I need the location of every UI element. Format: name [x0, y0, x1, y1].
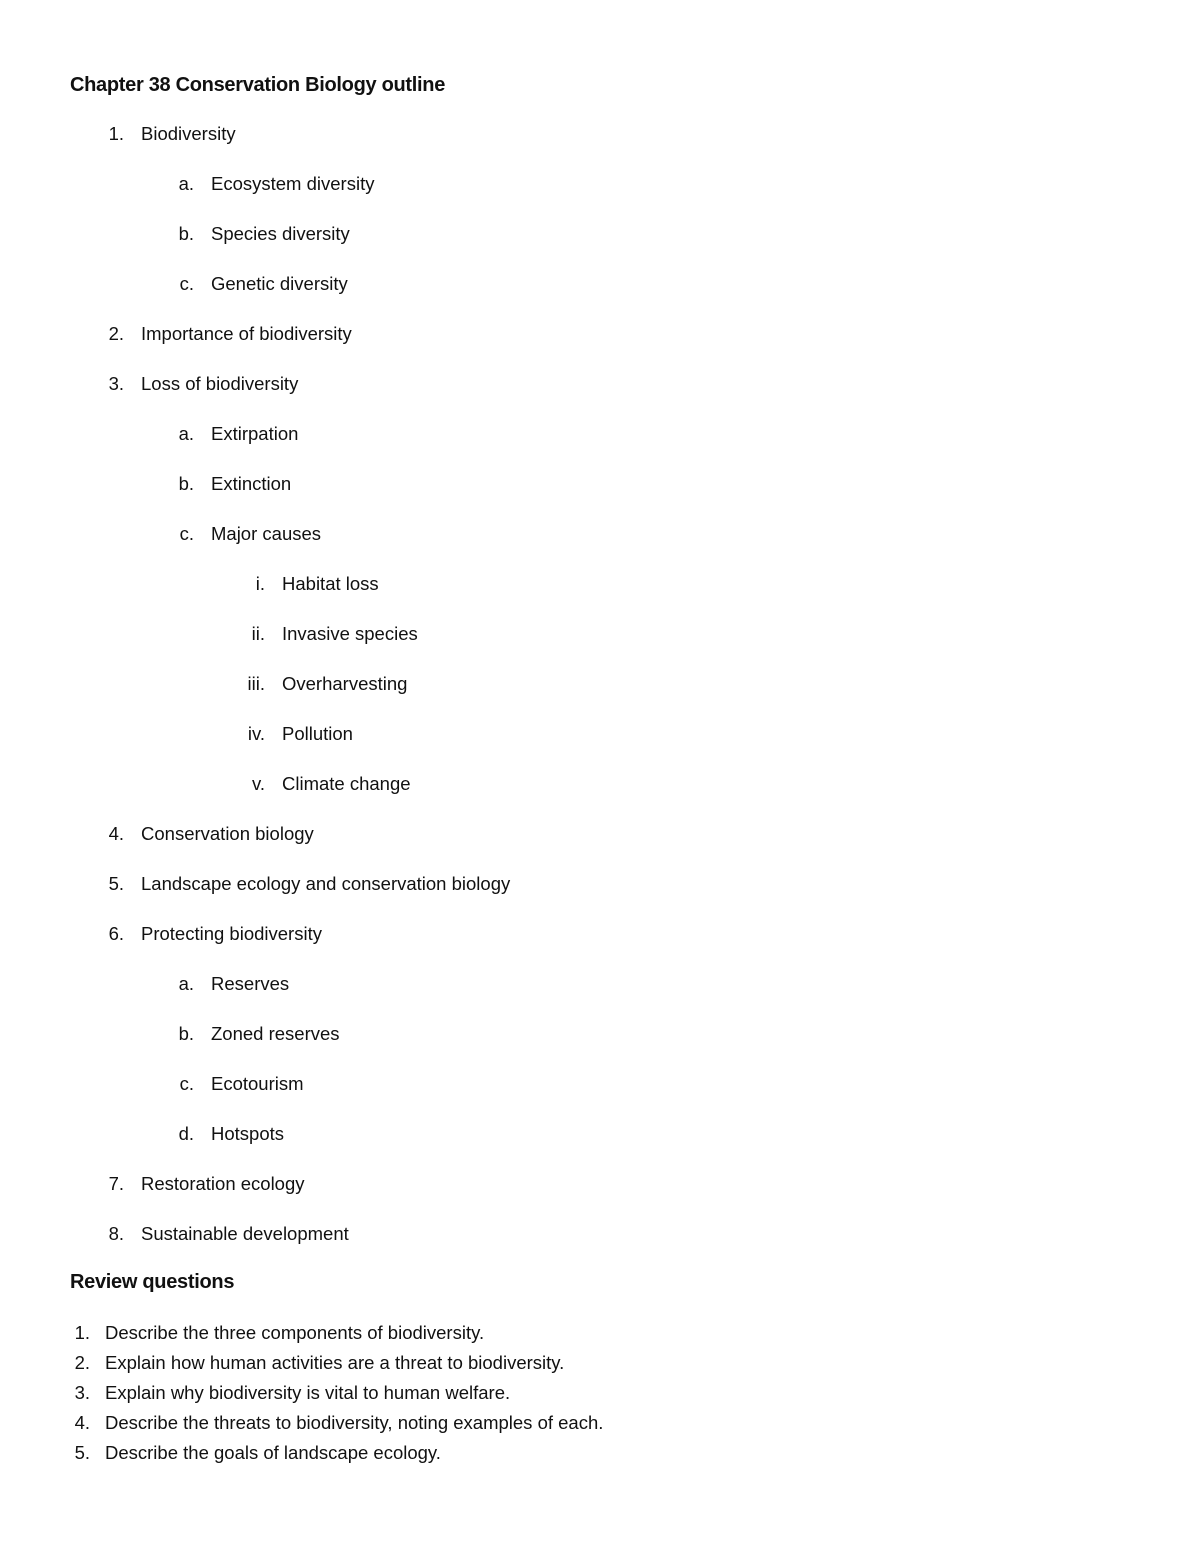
outline-item-marker: 8. [108, 1223, 124, 1244]
outline-item-text: Reserves [211, 973, 290, 994]
review-question-item [0, 1411, 1100, 1435]
outline-item-level-3 [0, 572, 1100, 596]
outline-item-text: Zoned reserves [211, 1023, 340, 1044]
review-question-text: Explain how human activities are a threat to biodiversity. [105, 1352, 565, 1373]
outline-item-marker: iii. [247, 673, 265, 694]
outline-item-level-2 [0, 1122, 1100, 1146]
outline-item-text: Conservation biology [141, 823, 314, 844]
outline-item-text: Invasive species [282, 623, 418, 644]
outline-item-text: Loss of biodiversity [141, 373, 299, 394]
outline-item-level-2 [0, 1022, 1100, 1046]
outline-item-text: Ecosystem diversity [211, 173, 375, 194]
outline-item-marker: c. [179, 523, 194, 544]
review-question-text: Explain why biodiversity is vital to human welfare. [105, 1382, 511, 1403]
outline-item-text: Landscape ecology and conservation biology [141, 873, 511, 894]
outline-item-marker: b. [178, 473, 194, 494]
outline-item-marker: a. [178, 973, 194, 994]
outline-item-marker: 7. [108, 1173, 124, 1194]
review-question-marker: 5. [74, 1442, 90, 1463]
review-question-item [0, 1381, 1100, 1405]
outline-item-level-1 [0, 872, 1100, 896]
outline-item-level-1 [0, 922, 1100, 946]
review-question-item [0, 1441, 1100, 1465]
outline-item-marker: a. [178, 173, 194, 194]
outline-item-level-1 [0, 822, 1100, 846]
outline-item-text: Extirpation [211, 423, 299, 444]
outline-item-level-2 [0, 972, 1100, 996]
outline-item-marker: 1. [108, 123, 124, 144]
outline-item-level-2 [0, 1072, 1100, 1096]
outline-item-marker: b. [178, 223, 194, 244]
outline-item-level-1 [0, 372, 1100, 396]
outline-item-text: Habitat loss [282, 573, 379, 594]
outline-item-level-2 [0, 272, 1100, 296]
review-question-marker: 3. [74, 1382, 90, 1403]
outline-item-text: Ecotourism [211, 1073, 304, 1094]
outline-item-marker: b. [178, 1023, 194, 1044]
outline-item-marker: d. [178, 1123, 194, 1144]
outline-item-marker: c. [179, 273, 194, 294]
outline-item-level-2 [0, 422, 1100, 446]
outline-item-level-1 [0, 1172, 1100, 1196]
outline-item-marker: 4. [108, 823, 124, 844]
outline-item-level-2 [0, 522, 1100, 546]
outline-item-text: Hotspots [211, 1123, 285, 1144]
outline-item-marker: c. [179, 1073, 194, 1094]
outline-item-marker: ii. [251, 623, 265, 644]
outline-item-marker: a. [178, 423, 194, 444]
outline-item-level-3 [0, 722, 1100, 746]
outline-item-text: Protecting biodiversity [141, 923, 322, 944]
review-question-text: Describe the goals of landscape ecology. [105, 1442, 441, 1463]
outline-item-level-2 [0, 222, 1100, 246]
outline-item-marker: i. [255, 573, 265, 594]
outline-item-level-3 [0, 672, 1100, 696]
outline-item-text: Importance of biodiversity [141, 323, 352, 344]
outline-item-text: Restoration ecology [141, 1173, 305, 1194]
review-question-text: Describe the three components of biodiversity. [105, 1322, 485, 1343]
outline-item-text: Climate change [282, 773, 411, 794]
outline-item-level-1 [0, 1222, 1100, 1246]
outline-item-marker: 6. [108, 923, 124, 944]
outline-item-level-2 [0, 472, 1100, 496]
outline-item-marker: iv. [247, 723, 265, 744]
outline-item-text: Major causes [211, 523, 322, 544]
document-title: Chapter 38 Conservation Biology outline [70, 74, 446, 96]
review-question-marker: 2. [74, 1352, 90, 1373]
outline-item-text: Extinction [211, 473, 292, 494]
outline-item-marker: 2. [108, 323, 124, 344]
outline-item-level-1 [0, 122, 1100, 146]
outline-item-text: Genetic diversity [211, 273, 348, 294]
outline-item-level-1 [0, 322, 1100, 346]
outline-item-level-2 [0, 172, 1100, 196]
outline-item-marker: 5. [108, 873, 124, 894]
review-question-text: Describe the threats to biodiversity, noting examples of each. [105, 1412, 604, 1433]
outline-item-marker: v. [251, 773, 265, 794]
outline-item-level-3 [0, 772, 1100, 796]
review-question-item [0, 1351, 1100, 1375]
outline-item-text: Pollution [282, 723, 353, 744]
review-question-marker: 1. [74, 1322, 90, 1343]
outline-item-marker: 3. [108, 373, 124, 394]
outline-item-level-3 [0, 622, 1100, 646]
outline-item-text: Species diversity [211, 223, 350, 244]
outline-item-text: Sustainable development [141, 1223, 349, 1244]
outline-item-text: Biodiversity [141, 123, 236, 144]
review-questions-heading: Review questions [70, 1271, 235, 1293]
review-question-item [0, 1321, 1100, 1345]
review-question-marker: 4. [74, 1412, 90, 1433]
outline-item-text: Overharvesting [282, 673, 408, 694]
